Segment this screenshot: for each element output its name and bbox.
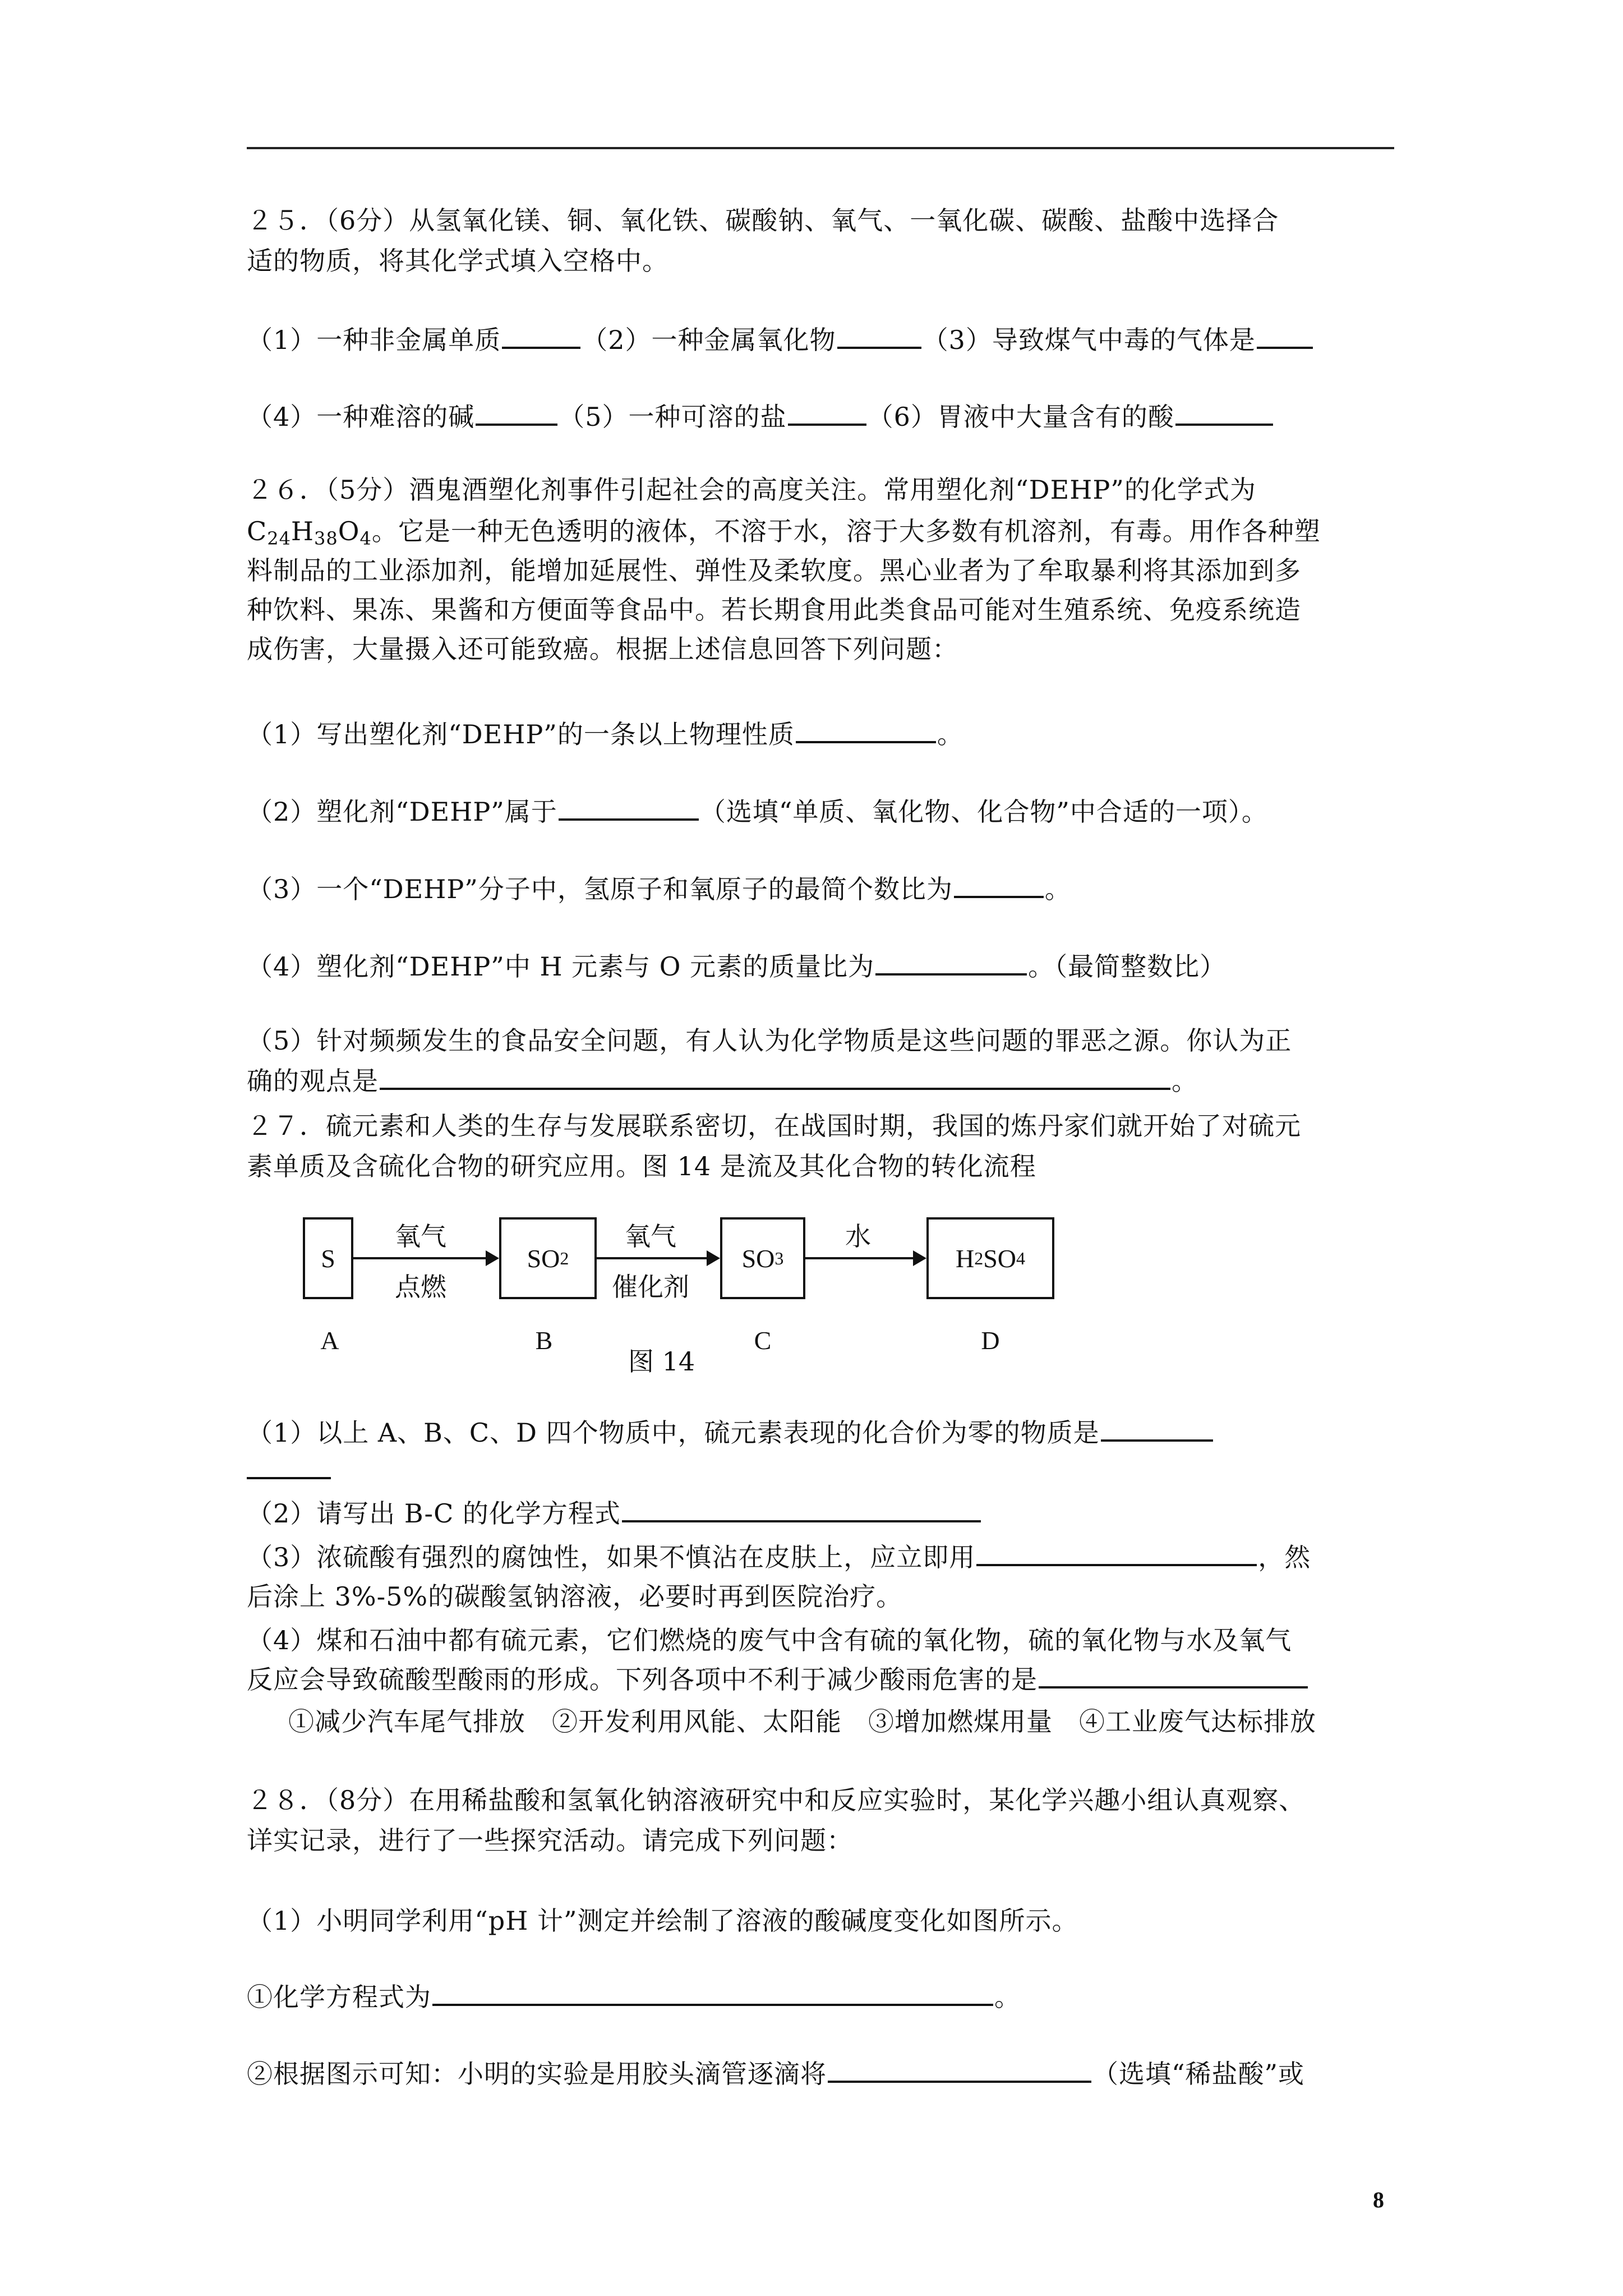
q27-sub1-text: （1）以上 A、B、C、D 四个物质中，硫元素表现的化合价为零的物质是 — [247, 1418, 1100, 1448]
q27-answer-blank-1 — [1101, 1415, 1213, 1442]
formula-c: C — [247, 516, 268, 546]
q26-sub1-end: 。 — [937, 719, 963, 749]
q26-answer-blank-4 — [875, 949, 1027, 976]
formula-o-sub: 4 — [359, 528, 372, 549]
q27-sub3-end: ，然 — [1258, 1542, 1311, 1572]
q26-stem-line4: 种饮料、果冻、果酱和方便面等食品中。若长期食用此类食品可能对生殖系统、免疫系统造 — [247, 595, 1301, 625]
q28-equation-end: 。 — [994, 1982, 1021, 2012]
q26-sub5-end: 。 — [1172, 1066, 1198, 1096]
q28-equation — [247, 1978, 1396, 2016]
sulfur-flow-diagram — [303, 1216, 1122, 1396]
q27-sub4-text: 反应会导致硫酸型酸雨的形成。下列各项中不利于减少酸雨危害的是 — [247, 1664, 1038, 1695]
q25-answer-blank-2 — [837, 322, 921, 349]
q25-item6: （6）胃液中大量含有的酸 — [867, 402, 1174, 432]
q26-sub4-text: （4）塑化剂“DEHP”中 H 元素与 O 元素的质量比为 — [247, 951, 875, 982]
arrowhead-a-b — [486, 1250, 499, 1266]
q27-sub4-options: ①减少汽车尾气排放 ②开发利用风能、太阳能 ③增加燃煤用量 ④工业废气达标排放 — [288, 1706, 1316, 1737]
q25-items-row1 — [247, 321, 1396, 358]
q26-sub4-end: 。（最简整数比） — [1028, 951, 1227, 982]
q26-sub2-end: （选填“单质、氧化物、化合物”中合适的一项）。 — [699, 797, 1268, 827]
q27-sub3-line1 — [247, 1539, 1396, 1576]
q25-answer-blank-4 — [476, 399, 557, 426]
q26-answer-blank-5 — [380, 1063, 1170, 1090]
cond-ab-bottom: 点燃 — [395, 1272, 446, 1302]
q26-sub1 — [247, 716, 1396, 753]
q28-equation-text: ①化学方程式为 — [247, 1982, 431, 2012]
q27-sub3-line2: 后涂上 3%-5%的碳酸氢钠溶液，必要时再到医院治疗。 — [247, 1581, 903, 1612]
box-a-sulfur: S — [303, 1217, 353, 1299]
q26-answer-blank-2 — [559, 794, 699, 821]
q25-answer-blank-6 — [1175, 399, 1273, 426]
q28-answer-blank-2 — [828, 2056, 1091, 2083]
q27-sub1-line1 — [247, 1414, 1396, 1451]
arrow-b-c — [597, 1257, 709, 1259]
q27-answer-blank-1-cont — [247, 1452, 331, 1479]
q27-answer-blank-3 — [976, 1539, 1257, 1566]
box-d-h2so4: H 2 SO 4 — [926, 1217, 1054, 1299]
q28-dropper-text: ②根据图示可知：小明的实验是用胶头滴管逐滴将 — [247, 2059, 827, 2089]
q26-sub1-text: （1）写出塑化剂“DEHP”的一条以上物理性质 — [247, 719, 795, 749]
q27-sub3-text: （3）浓硫酸有强烈的腐蚀性，如果不慎沾在皮肤上，应立即用 — [247, 1542, 976, 1572]
cond-ab-top: 氧气 — [395, 1221, 446, 1251]
q25-stem-line1: ２５．（6分）从氢氧化镁、铜、氧化铁、碳酸钠、氧气、一氧化碳、碳酸、盐酸中选择合 — [247, 205, 1279, 236]
q26-sub2 — [247, 793, 1396, 830]
label-a: A — [320, 1326, 339, 1355]
formula-o: O — [338, 516, 360, 546]
q26-sub5-text: 确的观点是 — [247, 1066, 379, 1096]
q27-sub2-text: （2）请写出 B-C 的化学方程式 — [247, 1498, 621, 1529]
q27-sub2 — [247, 1495, 1396, 1532]
q25-answer-blank-1 — [502, 322, 580, 349]
label-b: B — [535, 1326, 553, 1355]
arrowhead-c-d — [913, 1250, 926, 1266]
q27-sub4-line2 — [247, 1661, 1396, 1698]
formula-h: H — [291, 516, 315, 546]
q25-item4: （4）一种难溶的碱 — [247, 402, 475, 432]
label-d: D — [981, 1326, 1000, 1355]
q26-sub5-line2 — [247, 1062, 1396, 1099]
q27-sub4-line1: （4）煤和石油中都有硫元素，它们燃烧的废气中含有硫的氧化物，硫的氧化物与水及氧气 — [247, 1625, 1292, 1655]
q25-item3: （3）导致煤气中毒的气体是 — [922, 325, 1256, 355]
q27-stem-line2: 素单质及含硫化合物的研究应用。图 14 是流及其化合物的转化流程 — [247, 1151, 1036, 1181]
q25-item2: （2）一种金属氧化物 — [582, 325, 836, 355]
q25-answer-blank-5 — [788, 399, 866, 426]
q25-stem-line2: 适的物质，将其化学式填入空格中。 — [247, 246, 668, 276]
q26-sub3 — [247, 871, 1396, 908]
q26-stem-text: 。它是一种无色透明的液体，不溶于水，溶于大多数有机溶剂，有毒。用作各种塑 — [371, 516, 1321, 546]
box-b-so2: SO 2 — [499, 1217, 597, 1299]
cond-cd-top: 水 — [845, 1221, 871, 1251]
q27-stem-line1: ２７．硫元素和人类的生存与发展联系密切，在战国时期，我国的炼丹家们就开始了对硫元 — [247, 1111, 1301, 1141]
q26-answer-blank-3 — [954, 871, 1044, 898]
box-c-so3: SO 3 — [720, 1217, 805, 1299]
q27-answer-blank-2 — [622, 1496, 981, 1522]
q25-item1: （1）一种非金属单质 — [247, 325, 501, 355]
figure-caption: 图 14 — [628, 1346, 695, 1377]
page-number: 8 — [1373, 2187, 1384, 2212]
q28-stem-line2: 详实记录，进行了一些探究活动。请完成下列问题： — [247, 1825, 853, 1856]
q26-sub3-text: （3）一个“DEHP”分子中，氢原子和氧原子的最简个数比为 — [247, 874, 953, 904]
q28-answer-blank-1 — [432, 1979, 993, 2006]
formula-c-sub: 24 — [267, 528, 291, 549]
arrowhead-b-c — [707, 1250, 720, 1266]
q26-answer-blank-1 — [796, 716, 936, 743]
q26-stem-line1: ２６．（5分）酒鬼酒塑化剂事件引起社会的高度关注。常用塑化剂“DEHP”的化学式为 — [247, 475, 1256, 505]
q28-dropper-end: （选填“稀盐酸”或 — [1092, 2059, 1305, 2089]
arrow-a-b — [353, 1257, 488, 1259]
cond-bc-bottom: 催化剂 — [612, 1272, 689, 1302]
q25-item5: （5）一种可溶的盐 — [559, 402, 787, 432]
q26-sub2-text: （2）塑化剂“DEHP”属于 — [247, 797, 557, 827]
q26-sub5-line1: （5）针对频频发生的食品安全问题，有人认为化学物质是这些问题的罪恶之源。你认为正 — [247, 1025, 1292, 1056]
q25-items-row2 — [247, 398, 1396, 435]
q26-stem-line3: 料制品的工业添加剂，能增加延展性、弹性及柔软度。黑心业者为了牟取暴利将其添加到多 — [247, 555, 1301, 586]
q27-sub1-line2 — [247, 1452, 1396, 1489]
q26-sub3-end: 。 — [1044, 874, 1071, 904]
q25-answer-blank-3 — [1257, 322, 1313, 349]
label-c: C — [754, 1326, 772, 1355]
q28-sub1: （1）小明同学利用“pH 计”测定并绘制了溶液的酸碱度变化如图所示。 — [247, 1906, 1078, 1936]
formula-h-sub: 38 — [314, 528, 338, 549]
q26-stem-line5: 成伤害，大量摄入还可能致癌。根据上述信息回答下列问题： — [247, 634, 958, 664]
header-rule — [247, 147, 1394, 149]
arrow-c-d — [805, 1257, 915, 1259]
q26-stem-line2 — [247, 513, 1396, 557]
q26-sub4 — [247, 948, 1396, 985]
q28-dropper — [247, 2055, 1396, 2092]
cond-bc-top: 氧气 — [625, 1221, 676, 1251]
q27-answer-blank-4 — [1039, 1662, 1308, 1688]
q28-stem-line1: ２８．（8分）在用稀盐酸和氢氧化钠溶液研究中和反应实验时，某化学兴趣小组认真观察、 — [247, 1785, 1306, 1815]
